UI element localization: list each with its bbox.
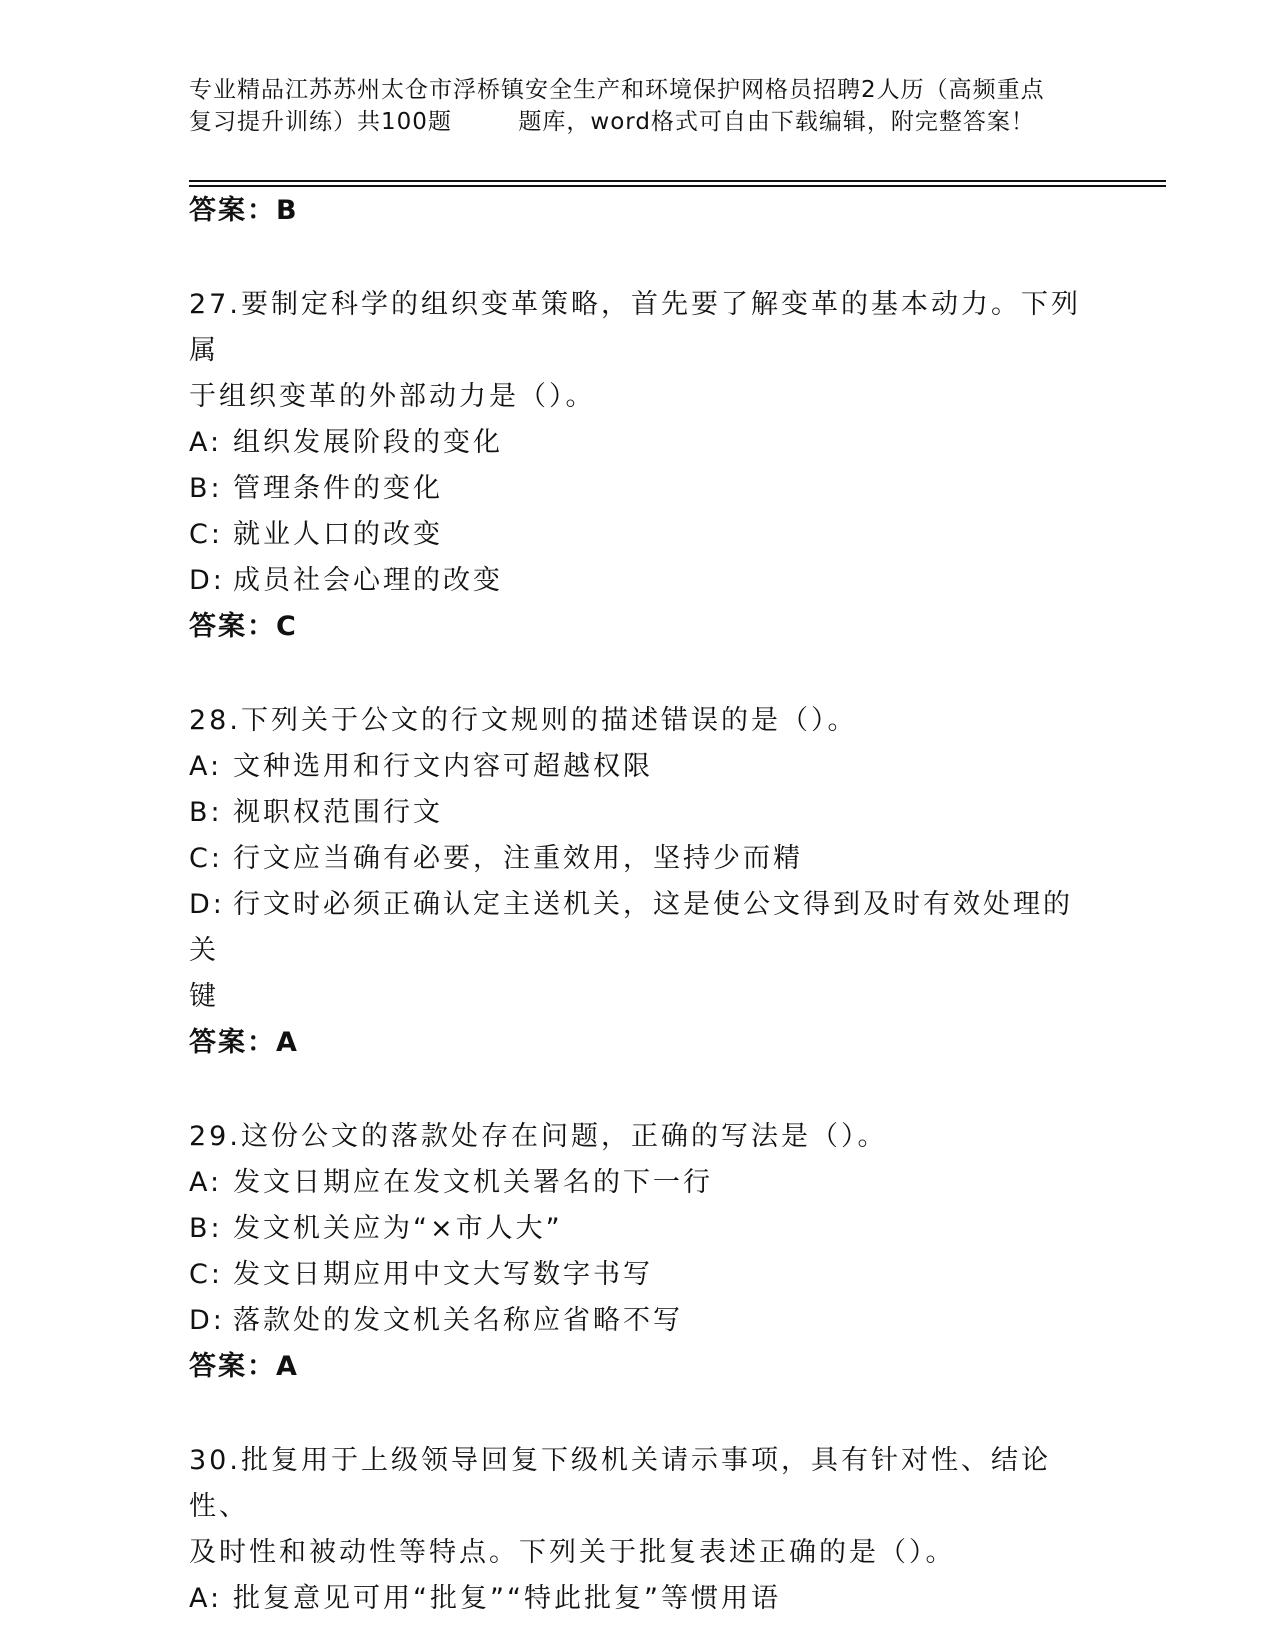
- option-text: 发文日期应用中文大写数字书写: [233, 1259, 653, 1290]
- option-a: [189, 1160, 1089, 1206]
- option-a: [189, 1576, 1089, 1622]
- option-key: B:: [189, 1213, 223, 1244]
- option-text: 就业人口的改变: [233, 519, 443, 550]
- option-key: C:: [189, 843, 223, 874]
- option-text: 成员社会心理的改变: [233, 565, 503, 596]
- option-text: 行文应当确有必要，注重效用，坚持少而精: [233, 843, 803, 874]
- option-c: [189, 836, 1089, 882]
- question-list: [189, 188, 1089, 1622]
- option-key: A:: [189, 1167, 223, 1198]
- option-key: A:: [189, 427, 223, 458]
- question-stem: 于组织变革的外部动力是（）。: [189, 381, 596, 412]
- question-stem: 及时性和被动性等特点。下列关于批复表述正确的是（）。: [189, 1537, 956, 1568]
- option-key: D:: [189, 889, 225, 920]
- header-line-2: 复习提升训练）共100题 题库，word格式可自由下载编辑，附完整答案！: [189, 109, 1035, 135]
- option-text: 文种选用和行文内容可超越权限: [233, 751, 653, 782]
- option-key: B:: [189, 797, 223, 828]
- answer-line: 答案：C: [189, 611, 298, 642]
- option-b: [189, 1206, 1089, 1252]
- option-c: [189, 512, 1089, 558]
- option-key: B:: [189, 473, 223, 504]
- option-c: [189, 1252, 1089, 1298]
- question-27: [189, 282, 1089, 650]
- option-text: 行文时必须正确认定主送机关，这是使公文得到及时有效处理的关: [189, 889, 1073, 966]
- option-text: 批复意见可用“批复”“特此批复”等惯用语: [233, 1583, 781, 1614]
- option-key: D:: [189, 1305, 225, 1336]
- question-stem: 29.这份公文的落款处存在问题，正确的写法是（）。: [189, 1121, 888, 1152]
- option-key: C:: [189, 519, 223, 550]
- question-29: [189, 1114, 1089, 1390]
- option-key: A:: [189, 1583, 223, 1614]
- option-a: [189, 744, 1089, 790]
- header-rule-bottom: [189, 185, 1166, 187]
- option-text: 组织发展阶段的变化: [233, 427, 503, 458]
- option-text: 视职权范围行文: [233, 797, 443, 828]
- option-d: [189, 882, 1089, 974]
- answer-line: 答案：A: [189, 1351, 299, 1382]
- question-30: [189, 1438, 1089, 1622]
- option-text: 管理条件的变化: [233, 473, 443, 504]
- option-d: [189, 558, 1089, 604]
- option-a: [189, 420, 1089, 466]
- header-line-1: 专业精品江苏苏州太仓市浮桥镇安全生产和环境保护网格员招聘2人历（高频重点: [189, 77, 1045, 103]
- question-stem: 27.要制定科学的组织变革策略，首先要了解变革的基本动力。下列属: [189, 289, 1081, 366]
- option-key: A:: [189, 751, 223, 782]
- option-b: [189, 466, 1089, 512]
- question-28: [189, 698, 1089, 1066]
- option-key: C:: [189, 1259, 223, 1290]
- option-text: 落款处的发文机关名称应省略不写: [233, 1305, 683, 1336]
- page-header: [189, 74, 1089, 138]
- header-rule-top: [189, 180, 1166, 182]
- answer-line: 答案：B: [189, 195, 299, 226]
- option-text: 发文日期应在发文机关署名的下一行: [233, 1167, 713, 1198]
- option-d-continuation: 键: [189, 981, 219, 1012]
- option-b: [189, 790, 1089, 836]
- option-d: [189, 1298, 1089, 1344]
- option-text: 发文机关应为“×市人大”: [233, 1213, 563, 1244]
- option-key: D:: [189, 565, 225, 596]
- answer-line: 答案：A: [189, 1027, 299, 1058]
- question-stem: 30.批复用于上级领导回复下级机关请示事项，具有针对性、结论性、: [189, 1445, 1051, 1522]
- question-stem: 28.下列关于公文的行文规则的描述错误的是（）。: [189, 705, 858, 736]
